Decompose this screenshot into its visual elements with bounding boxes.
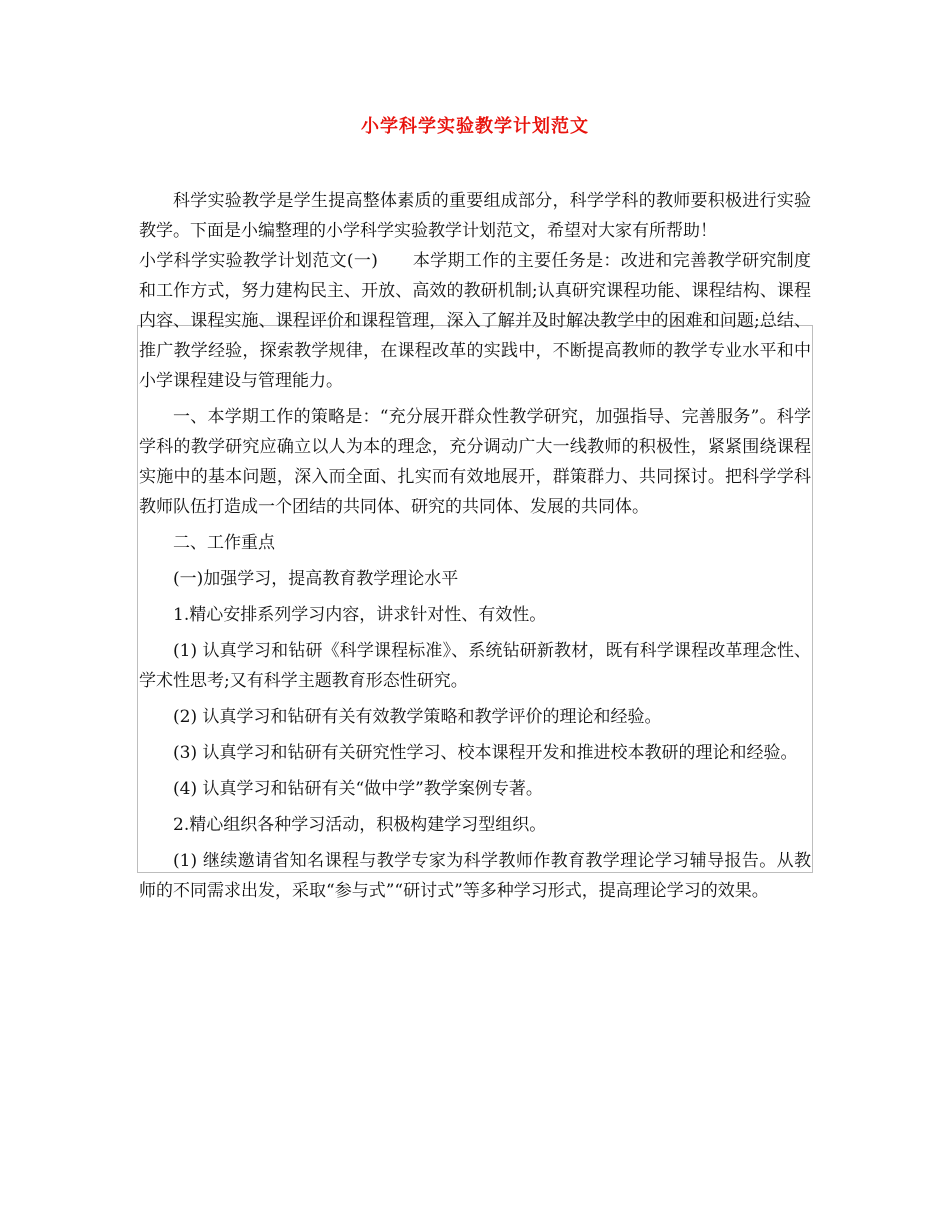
document-body (139, 186, 811, 906)
paragraph-plan-task: 小学科学实验教学计划范文(一) 本学期工作的主要任务是：改进和完善教学研究制度和工作方式，努力建构民主、开放、高效的教研机制;认真研究课程功能、课程结构、课程内容、课程实施、课程评价和课程管理，深入了解并及时解决教学中的困难和问题;总结、推广教学经验，探索教学规律，在课程改革的实践中，不断提高教师的教学专业水平和中小学课程建设与管理能力。 (139, 251, 811, 391)
paragraph-subheading-study: (一)加强学习，提高教育教学理论水平 (173, 569, 459, 589)
paragraph-item-1-2: (2) 认真学习和钻研有关有效教学策略和教学评价的理论和经验。 (173, 707, 662, 727)
paragraph-item-1: 1.精心安排系列学习内容，讲求针对性、有效性。 (173, 605, 547, 625)
paragraph-item-1-4: (4) 认真学习和钻研有关“做中学”教学案例专著。 (173, 779, 543, 799)
paragraph-strategy: 一、本学期工作的策略是：“充分展开群众性教学研究，加强指导、完善服务”。科学学科的教学研究应确立以人为本的理念，充分调动广大一线教师的积极性，紧紧围绕课程实施中的基本问题，深入而全面、扎实而有效地展开，群策群力、共同探讨。把科学学科教师队伍打造成一个团结的共同体、研究的共同体、发展的共同体。 (139, 407, 811, 517)
paragraph-item-1-1: (1) 认真学习和钻研《科学课程标准》、系统钻研新教材，既有科学课程改革理念性、学术性思考;又有科学主题教育形态性研究。 (139, 641, 811, 691)
paragraph-intro: 科学实验教学是学生提高整体素质的重要组成部分，科学学科的教师要积极进行实验教学。下面是小编整理的小学科学实验教学计划范文，希望对大家有所帮助！ (139, 191, 811, 241)
paragraph-item-2-1: (1) 继续邀请省知名课程与教学专家为科学教师作教育教学理论学习辅导报告。从教师的不同需求出发，采取“参与式”“研讨式”等多种学习形式，提高理论学习的效果。 (139, 851, 811, 901)
paragraph-item-1-3: (3) 认真学习和钻研有关研究性学习、校本课程开发和推进校本教研的理论和经验。 (173, 743, 798, 763)
paragraph-item-2: 2.精心组织各种学习活动，积极构建学习型组织。 (173, 815, 547, 835)
paragraph-section-heading: 二、工作重点 (173, 533, 275, 553)
document-title: 小学科学实验教学计划范文 (361, 116, 589, 137)
